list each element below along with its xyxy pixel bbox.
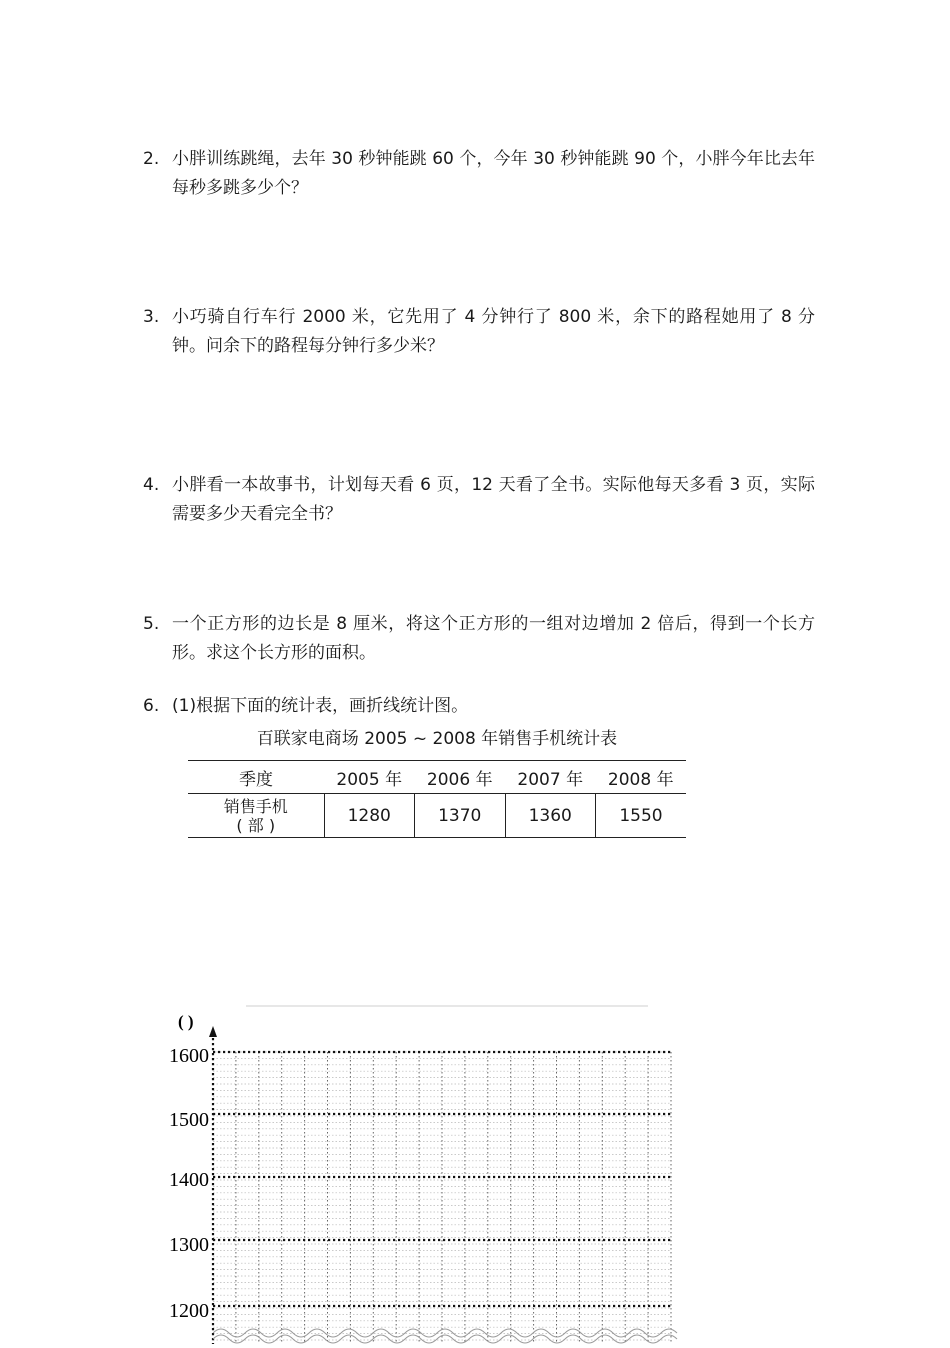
question-text: 小巧骑自行车行 2000 米，它先用了 4 分钟行了 800 米，余下的路程她用了 8 分钟。问余下的路程每分钟行多少米？: [172, 307, 815, 356]
header-cell: 2006 年: [415, 761, 506, 794]
question-5: [143, 610, 815, 668]
question-text: (1)根据下面的统计表，画折线统计图。: [172, 696, 469, 716]
y-tick-label: 1200: [169, 1300, 209, 1322]
question-text: 小胖看一本故事书，计划每天看 6 页，12 天看了全书。实际他每天多看 3 页，实际需要多少天看完全书？: [172, 475, 815, 524]
header-cell: 季度: [188, 761, 324, 794]
y-tick-label: 1500: [169, 1109, 209, 1131]
header-cell: 2005 年: [324, 761, 415, 794]
axis-break-wave-icon: [213, 1335, 677, 1343]
statistics-table: [188, 760, 686, 838]
question-4: [143, 471, 815, 529]
value-cell: 1360: [505, 794, 596, 838]
question-number: 4.: [143, 475, 160, 495]
row-label-line: 销售手机: [223, 796, 288, 816]
question-number: 6.: [143, 696, 160, 716]
row-label-unit: ( 部 ): [236, 815, 276, 835]
value-cell: 1550: [596, 794, 687, 838]
y-tick-label: 1600: [169, 1045, 209, 1067]
question-number: 3.: [143, 307, 160, 327]
y-axis-unit-label: ( ): [178, 1012, 194, 1031]
table-row: [188, 794, 686, 838]
value-cell: 1370: [415, 794, 506, 838]
header-cell: 2008 年: [596, 761, 687, 794]
y-tick-label: 1400: [169, 1169, 209, 1191]
table-title: 百联家电商场 2005 ~ 2008 年销售手机统计表: [256, 729, 618, 749]
question-text: 一个正方形的边长是 8 厘米，将这个正方形的一组对边增加 2 倍后，得到一个长方形。求这个长方形的面积。: [172, 614, 815, 663]
question-number: 2.: [143, 149, 160, 169]
axis-break-wave-icon: [213, 1329, 677, 1337]
question-6: [143, 692, 815, 721]
question-text: 小胖训练跳绳，去年 30 秒钟能跳 60 个，今年 30 秒钟能跳 90 个，小胖今年比去年每秒多跳多少个？: [172, 149, 815, 198]
question-3: [143, 303, 815, 361]
question-2: [143, 145, 815, 203]
value-cell: 1280: [324, 794, 415, 838]
row-label: [188, 794, 324, 838]
y-tick-label: 1300: [169, 1234, 209, 1256]
table-header-row: [188, 761, 686, 794]
y-axis-arrow-icon: [209, 1026, 217, 1037]
question-number: 5.: [143, 614, 160, 634]
header-cell: 2007 年: [505, 761, 596, 794]
